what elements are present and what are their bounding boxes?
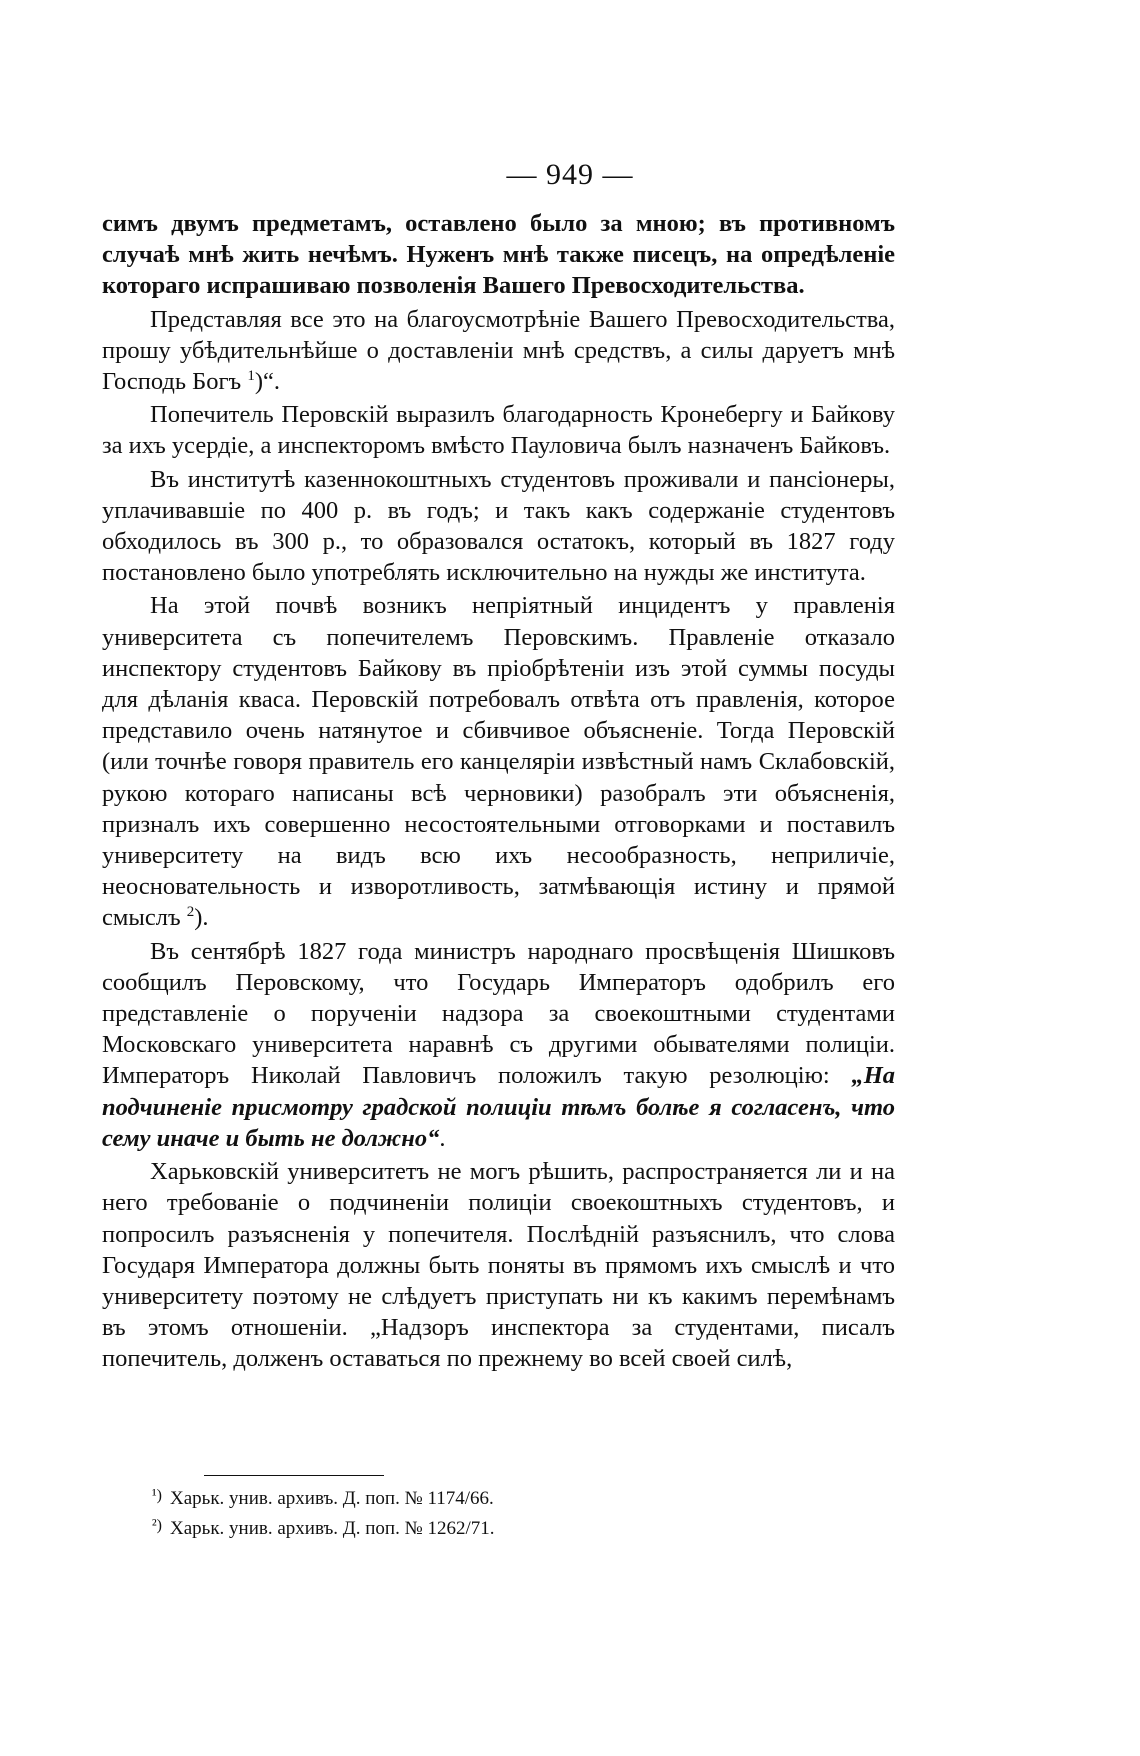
footnotes xyxy=(140,1482,740,1542)
paragraph-2-close: )“. xyxy=(254,368,280,396)
paragraph-4-text: Въ институтѣ казеннокоштныхъ студентовъ проживали и пансіонеры, уплачивавшіе по 400 р. въ годъ; и такъ какъ содержаніе студентовъ обходилось въ 300 р., то образовался остатокъ, который въ 1827 году постановлено было употреблять исключительно на нужды же института. xyxy=(102,465,895,587)
footnote-ref-2: 2 xyxy=(186,904,195,921)
paragraph-5-text: На этой почвѣ возникъ непріятный инцидентъ у правленія университета съ попечителемъ Перовскимъ. Правленіе отказало инспектору студентовъ Байкову въ пріобрѣтеніи изъ этой суммы посуды для дѣланія кваса. Перовскій потребовалъ отвѣта отъ правленія, которое представило очень натянутое и сбивчивое объясненіе. Тогда Перовскій (или точнѣе говоря правитель его канцеляріи извѣстный намъ Склабовскій, рукою котораго написаны всѣ черновики) разобралъ эти объясненія, призналъ ихъ совершенно несостоятельными отговорками и поставилъ университету на видъ всю ихъ несообразность, неприличіе, неосновательность и изворотливость, затмѣвающія истину и прямой смыслъ xyxy=(102,592,895,932)
footnote-divider xyxy=(204,1475,384,1476)
paragraph-6-text: Въ сентябрѣ 1827 года министръ народнаго просвѣщенія Шишковъ сообщилъ Перовскому, что Государь Императоръ одобрилъ его представленіе о порученіи надзора за своекоштными студентами Московскаго университета наравнѣ съ другими обывателями полиціи. Императоръ Николай Павловичъ положилъ такую резолюцію: xyxy=(102,937,895,1090)
paragraph-6 xyxy=(102,936,895,1154)
resolution-quote: „На подчиненіе присмотру градской полиціи тѣмъ болѣе я согласенъ, что сему иначе и быть не должно“ xyxy=(102,1062,895,1152)
footnote-2 xyxy=(140,1512,740,1542)
paragraph-4 xyxy=(102,464,895,589)
paragraph-6-close: . xyxy=(439,1124,446,1152)
footnote-1 xyxy=(140,1482,740,1512)
paragraph-7-text: Харьковскій университетъ не могъ рѣшить, распространяется ли и на него требованіе о подчиненіи полиціи своекоштныхъ студентовъ, и попросилъ разъясненія у попечителя. Послѣдній разъяснилъ, что слова Государя Императора должны быть поняты въ прямомъ ихъ смыслѣ и что университету поэтому не слѣдуетъ приступать ни къ какимъ перемѣнамъ въ этомъ отношеніи. „Надзоръ инспектора за студентами, писалъ попечитель, долженъ оставаться по прежнему во всей своей силѣ, xyxy=(102,1158,895,1373)
footnote-2-text: Харьк. унив. архивъ. Д. поп. № 1262/71. xyxy=(170,1518,495,1539)
page-number: — 949 — xyxy=(506,158,634,191)
paragraph-2 xyxy=(102,304,895,398)
paragraph-3 xyxy=(102,399,895,461)
paragraph-7 xyxy=(102,1156,895,1374)
footnote-1-mark: ¹) xyxy=(151,1487,162,1504)
paragraph-3-text: Попечитель Перовскій выразилъ благодарность Кронебергу и Байкову за ихъ усердіе, а инспекторомъ вмѣсто Пауловича былъ назначенъ Байковъ. xyxy=(102,401,895,460)
footnote-2-mark: ²) xyxy=(151,1517,162,1534)
paragraph-2-text: Представляя все это на благоусмотрѣніе Вашего Превосходительства, прошу убѣдительнѣйше о доставленіи мнѣ средствъ, а силы даруетъ мнѣ Господь Богъ xyxy=(102,305,895,396)
paragraph-5-close: ). xyxy=(194,904,209,932)
footnote-ref-1: 1 xyxy=(247,367,255,384)
paragraph-5 xyxy=(102,590,895,933)
paragraph-1-text: симъ двумъ предметамъ, оставлено было за мною; въ противномъ случаѣ мнѣ жить нечѣмъ. Нуженъ мнѣ также писецъ, на опредѣленіе котораго испрашиваю позволенія Вашего Превосходительства. xyxy=(102,210,895,300)
paragraph-1 xyxy=(102,208,895,302)
body-text xyxy=(102,208,895,1377)
footnote-1-text: Харьк. унив. архивъ. Д. поп. № 1174/66. xyxy=(170,1488,494,1509)
